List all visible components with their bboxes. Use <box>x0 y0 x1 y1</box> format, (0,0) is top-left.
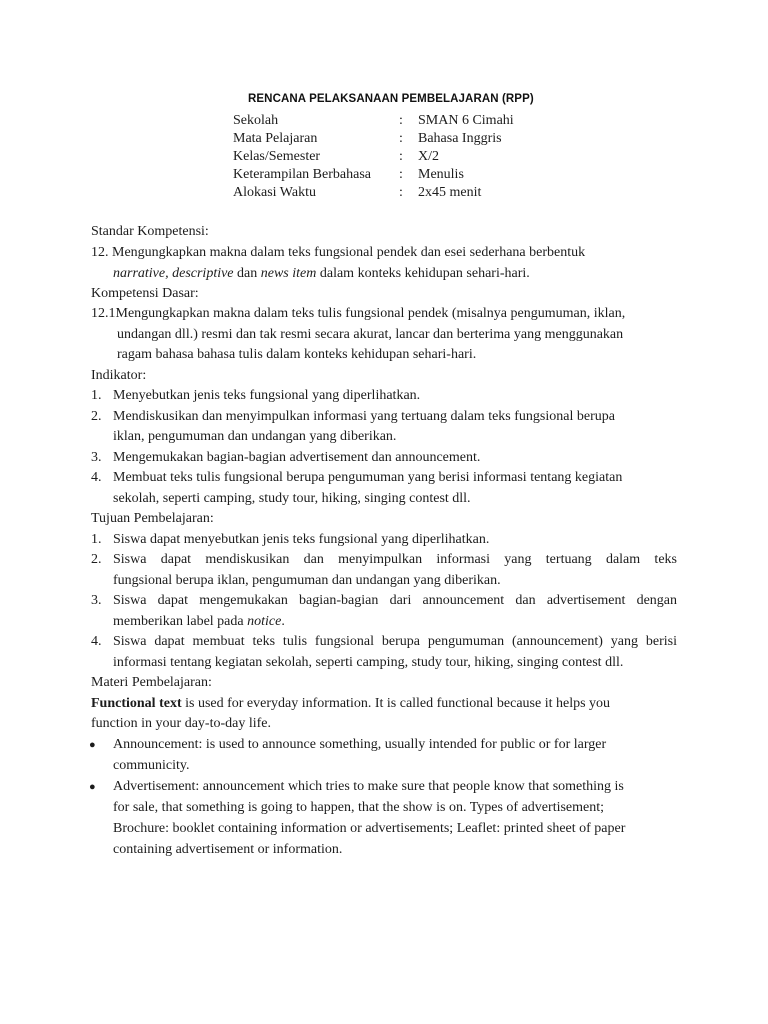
info-colon: : <box>399 167 403 182</box>
bullet-item: Brochure: booklet containing information or advertisements; Leaflet: printed sheet of paper <box>113 821 626 836</box>
list-number: 2. <box>91 409 102 424</box>
list-number: 4. <box>91 634 102 649</box>
info-label: Kelas/Semester <box>233 149 321 164</box>
list-number: 4. <box>91 470 102 485</box>
materi-text: is used for everyday information. It is called functional because it helps you <box>181 696 611 711</box>
tujuan-item: Siswa dapat mendiskusikan dan menyimpulkan informasi yang tertuang dalam teks <box>113 552 677 567</box>
sk-text: dan <box>233 266 261 281</box>
kd-line: ragam bahasa bahasa tulis dalam konteks kehidupan sehari-hari. <box>117 347 477 362</box>
info-value: Menulis <box>418 167 464 182</box>
list-number: 3. <box>91 593 102 608</box>
sk-genre-text: news item <box>260 266 317 281</box>
indikator-item: sekolah, seperti camping, study tour, hiking, singing contest dll. <box>113 491 471 506</box>
list-number: 1. <box>91 388 102 403</box>
bullet-item: Announcement: is used to announce something, usually intended for public or for larger <box>113 737 607 752</box>
tujuan-item <box>113 612 285 632</box>
section-heading-kompetensi-dasar: Kompetensi Dasar: <box>91 286 199 301</box>
bullet-icon: ● <box>89 781 96 793</box>
tujuan-item: Siswa dapat membuat teks tulis fungsional berupa pengumuman (announcement) yang berisi <box>113 634 677 649</box>
info-value: SMAN 6 Cimahi <box>418 113 514 128</box>
tujuan-item: fungsional berupa iklan, pengumuman dan undangan yang diberikan. <box>113 573 501 588</box>
indikator-item: Menyebutkan jenis teks fungsional yang diperlihatkan. <box>113 388 421 403</box>
info-value: Bahasa Inggris <box>418 131 502 146</box>
sk-genre-text: narrative, descriptive <box>113 266 234 281</box>
bullet-item: containing advertisement or information. <box>113 842 343 857</box>
sk-line <box>113 264 530 284</box>
info-colon: : <box>399 185 403 200</box>
info-colon: : <box>399 131 403 146</box>
document-title: RENCANA PELAKSANAAN PEMBELAJARAN (RPP) <box>248 93 534 105</box>
list-number: 1. <box>91 532 102 547</box>
info-label: Keterampilan Berbahasa <box>233 167 371 182</box>
tujuan-item: informasi tentang kegiatan sekolah, seperti camping, study tour, hiking, singing contest dll. <box>113 655 624 670</box>
kd-line: 12.1Mengungkapkan makna dalam teks tulis fungsional pendek (misalnya pengumuman, iklan, <box>91 306 626 321</box>
tujuan-item: Siswa dapat menyebutkan jenis teks fungsional yang diperlihatkan. <box>113 532 490 547</box>
sk-line: 12. Mengungkapkan makna dalam teks fungsional pendek dan esei sederhana berbentuk <box>91 245 586 260</box>
section-heading-tujuan-pembelajaran: Tujuan Pembelajaran: <box>91 511 214 526</box>
info-value: 2x45 menit <box>418 185 482 200</box>
tujuan-text: memberikan label pada <box>113 614 248 629</box>
info-value: X/2 <box>418 149 439 164</box>
bullet-item: communicity. <box>113 758 190 773</box>
kd-line: undangan dll.) resmi dan tak resmi secara akurat, lancar dan berterima yang menggunakan <box>117 327 624 342</box>
tujuan-notice-text: notice <box>247 614 282 629</box>
info-label: Mata Pelajaran <box>233 131 318 146</box>
list-number: 3. <box>91 450 102 465</box>
section-heading-standar-kompetensi: Standar Kompetensi: <box>91 224 209 239</box>
indikator-item: Mengemukakan bagian-bagian advertisement dan announcement. <box>113 450 481 465</box>
bullet-item: Advertisement: announcement which tries to make sure that people know that something is <box>113 779 624 794</box>
section-heading-materi-pembelajaran: Materi Pembelajaran: <box>91 675 212 690</box>
materi-paragraph <box>91 694 610 714</box>
info-colon: : <box>399 113 403 128</box>
bullet-item: for sale, that something is going to happen, that the show is on. Types of advertisement; <box>113 800 605 815</box>
indikator-item: iklan, pengumuman dan undangan yang diberikan. <box>113 429 397 444</box>
info-colon: : <box>399 149 403 164</box>
info-label: Sekolah <box>233 113 279 128</box>
tujuan-item: Siswa dapat mengemukakan bagian-bagian dari announcement dan advertisement dengan <box>113 593 677 608</box>
bullet-icon: ● <box>89 739 96 751</box>
indikator-item: Membuat teks tulis fungsional berupa pengumuman yang berisi informasi tentang kegiatan <box>113 470 623 485</box>
functional-text-term: Functional text <box>91 696 182 711</box>
section-heading-indikator: Indikator: <box>91 368 147 383</box>
sk-text: dalam konteks kehidupan sehari-hari. <box>316 266 530 281</box>
list-number: 2. <box>91 552 102 567</box>
tujuan-text: . <box>281 614 285 629</box>
info-label: Alokasi Waktu <box>233 185 316 200</box>
materi-paragraph: function in your day-to-day life. <box>91 716 272 731</box>
indikator-item: Mendiskusikan dan menyimpulkan informasi yang tertuang dalam teks fungsional berupa <box>113 409 615 424</box>
